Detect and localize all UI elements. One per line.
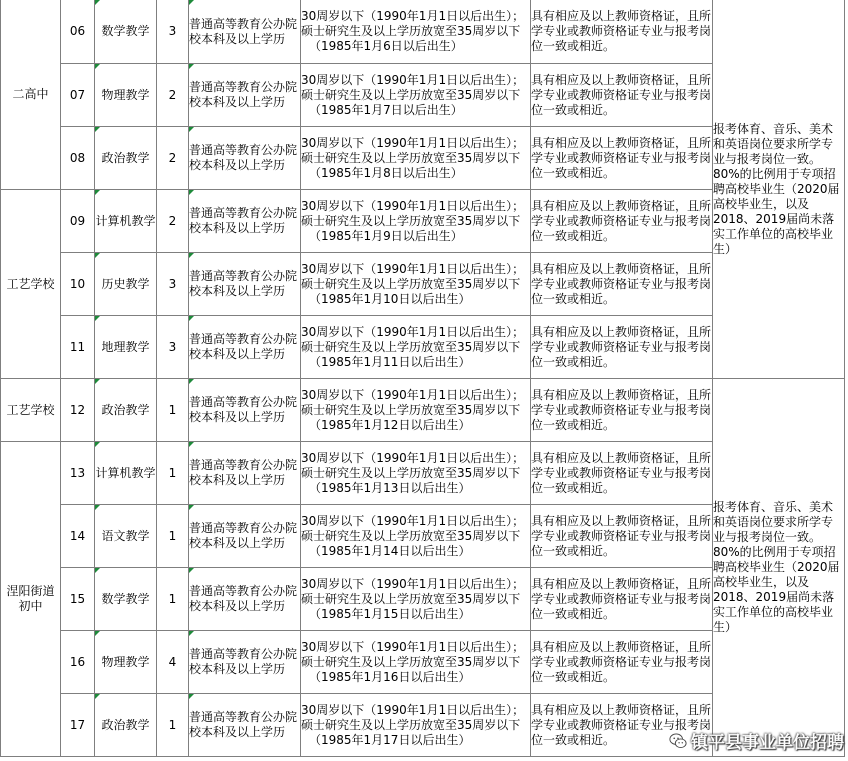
education-requirement: 普通高等教育公办院校本科及以上学历 bbox=[189, 0, 301, 64]
hire-count: 2 bbox=[157, 127, 189, 190]
hire-count: 1 bbox=[157, 568, 189, 631]
unit-cell: 涅阳街道初中 bbox=[1, 442, 61, 757]
post-name: 物理教学 bbox=[95, 631, 157, 694]
post-number: 17 bbox=[61, 694, 95, 757]
post-number: 11 bbox=[61, 316, 95, 379]
education-requirement: 普通高等教育公办院校本科及以上学历 bbox=[189, 253, 301, 316]
education-requirement: 普通高等教育公办院校本科及以上学历 bbox=[189, 127, 301, 190]
education-requirement: 普通高等教育公办院校本科及以上学历 bbox=[189, 631, 301, 694]
post-name: 政治教学 bbox=[95, 694, 157, 757]
age-requirement: 30周岁以下（1990年1月1日以后出生）； 硕士研究生及以上学历放宽至35周岁以下 （1985年1月12日以后出生） bbox=[301, 379, 531, 442]
certificate-requirement: 具有相应及以上教师资格证，且所学专业或教师资格证专业与报考岗位一致或相近。 bbox=[531, 0, 713, 64]
post-name: 物理教学 bbox=[95, 64, 157, 127]
watermark bbox=[669, 728, 844, 753]
hire-count: 4 bbox=[157, 631, 189, 694]
age-requirement: 30周岁以下（1990年1月1日以后出生）； 硕士研究生及以上学历放宽至35周岁以下 （1985年1月7日以后出生） bbox=[301, 64, 531, 127]
education-requirement: 普通高等教育公办院校本科及以上学历 bbox=[189, 316, 301, 379]
unit-cell: 工艺学校 bbox=[1, 190, 61, 379]
age-requirement: 30周岁以下（1990年1月1日以后出生）； 硕士研究生及以上学历放宽至35周岁以下 （1985年1月14日以后出生） bbox=[301, 505, 531, 568]
post-name: 数学教学 bbox=[95, 0, 157, 64]
age-requirement: 30周岁以下（1990年1月1日以后出生）； 硕士研究生及以上学历放宽至35周岁以下 （1985年1月6日以后出生） bbox=[301, 0, 531, 64]
age-requirement: 30周岁以下（1990年1月1日以后出生）； 硕士研究生及以上学历放宽至35周岁以下 （1985年1月17日以后出生） bbox=[301, 694, 531, 757]
post-name: 语文教学 bbox=[95, 505, 157, 568]
table-row bbox=[1, 0, 845, 64]
post-number: 08 bbox=[61, 127, 95, 190]
post-number: 07 bbox=[61, 64, 95, 127]
age-requirement: 30周岁以下（1990年1月1日以后出生）； 硕士研究生及以上学历放宽至35周岁以下 （1985年1月13日以后出生） bbox=[301, 442, 531, 505]
hire-count: 1 bbox=[157, 505, 189, 568]
post-name: 政治教学 bbox=[95, 379, 157, 442]
certificate-requirement: 具有相应及以上教师资格证，且所学专业或教师资格证专业与报考岗位一致或相近。 bbox=[531, 64, 713, 127]
post-name: 计算机教学 bbox=[95, 442, 157, 505]
education-requirement: 普通高等教育公办院校本科及以上学历 bbox=[189, 442, 301, 505]
certificate-requirement: 具有相应及以上教师资格证，且所学专业或教师资格证专业与报考岗位一致或相近。 bbox=[531, 253, 713, 316]
unit-cell: 工艺学校 bbox=[1, 379, 61, 442]
certificate-requirement: 具有相应及以上教师资格证，且所学专业或教师资格证专业与报考岗位一致或相近。 bbox=[531, 694, 713, 757]
post-number: 10 bbox=[61, 253, 95, 316]
remarks-cell: 报考体育、音乐、美术和英语岗位要求所学专业与报考岗位一致。80%的比例用于专项招聘高校毕业生（2020届高校毕业生，以及2018、2019届尚未落实工作单位的高校毕业生） bbox=[713, 379, 845, 757]
education-requirement: 普通高等教育公办院校本科及以上学历 bbox=[189, 379, 301, 442]
certificate-requirement: 具有相应及以上教师资格证，且所学专业或教师资格证专业与报考岗位一致或相近。 bbox=[531, 379, 713, 442]
post-name: 地理教学 bbox=[95, 316, 157, 379]
post-name: 政治教学 bbox=[95, 127, 157, 190]
post-number: 13 bbox=[61, 442, 95, 505]
education-requirement: 普通高等教育公办院校本科及以上学历 bbox=[189, 694, 301, 757]
education-requirement: 普通高等教育公办院校本科及以上学历 bbox=[189, 568, 301, 631]
post-number: 06 bbox=[61, 0, 95, 64]
unit-cell: 二高中 bbox=[1, 0, 61, 190]
age-requirement: 30周岁以下（1990年1月1日以后出生）； 硕士研究生及以上学历放宽至35周岁以下 （1985年1月8日以后出生） bbox=[301, 127, 531, 190]
hire-count: 1 bbox=[157, 694, 189, 757]
post-number: 09 bbox=[61, 190, 95, 253]
post-name: 计算机教学 bbox=[95, 190, 157, 253]
hire-count: 1 bbox=[157, 379, 189, 442]
age-requirement: 30周岁以下（1990年1月1日以后出生）； 硕士研究生及以上学历放宽至35周岁以下 （1985年1月10日以后出生） bbox=[301, 253, 531, 316]
certificate-requirement: 具有相应及以上教师资格证，且所学专业或教师资格证专业与报考岗位一致或相近。 bbox=[531, 316, 713, 379]
certificate-requirement: 具有相应及以上教师资格证，且所学专业或教师资格证专业与报考岗位一致或相近。 bbox=[531, 631, 713, 694]
remarks-cell: 报考体育、音乐、美术和英语岗位要求所学专业与报考岗位一致。80%的比例用于专项招聘高校毕业生（2020届高校毕业生，以及2018、2019届尚未落实工作单位的高校毕业生） bbox=[713, 0, 845, 379]
hire-count: 2 bbox=[157, 190, 189, 253]
education-requirement: 普通高等教育公办院校本科及以上学历 bbox=[189, 190, 301, 253]
age-requirement: 30周岁以下（1990年1月1日以后出生）； 硕士研究生及以上学历放宽至35周岁以下 （1985年1月9日以后出生） bbox=[301, 190, 531, 253]
education-requirement: 普通高等教育公办院校本科及以上学历 bbox=[189, 64, 301, 127]
table-row bbox=[1, 379, 845, 442]
post-name: 数学教学 bbox=[95, 568, 157, 631]
age-requirement: 30周岁以下（1990年1月1日以后出生）； 硕士研究生及以上学历放宽至35周岁以下 （1985年1月15日以后出生） bbox=[301, 568, 531, 631]
post-name: 历史教学 bbox=[95, 253, 157, 316]
hire-count: 3 bbox=[157, 316, 189, 379]
age-requirement: 30周岁以下（1990年1月1日以后出生）； 硕士研究生及以上学历放宽至35周岁以下 （1985年1月11日以后出生） bbox=[301, 316, 531, 379]
post-number: 14 bbox=[61, 505, 95, 568]
post-number: 12 bbox=[61, 379, 95, 442]
education-requirement: 普通高等教育公办院校本科及以上学历 bbox=[189, 505, 301, 568]
certificate-requirement: 具有相应及以上教师资格证，且所学专业或教师资格证专业与报考岗位一致或相近。 bbox=[531, 127, 713, 190]
certificate-requirement: 具有相应及以上教师资格证，且所学专业或教师资格证专业与报考岗位一致或相近。 bbox=[531, 190, 713, 253]
hire-count: 3 bbox=[157, 0, 189, 64]
watermark-text: 镇平县事业单位招聘 bbox=[691, 733, 844, 753]
hire-count: 2 bbox=[157, 64, 189, 127]
age-requirement: 30周岁以下（1990年1月1日以后出生）； 硕士研究生及以上学历放宽至35周岁以下 （1985年1月16日以后出生） bbox=[301, 631, 531, 694]
post-number: 15 bbox=[61, 568, 95, 631]
certificate-requirement: 具有相应及以上教师资格证，且所学专业或教师资格证专业与报考岗位一致或相近。 bbox=[531, 442, 713, 505]
certificate-requirement: 具有相应及以上教师资格证，且所学专业或教师资格证专业与报考岗位一致或相近。 bbox=[531, 568, 713, 631]
hire-count: 1 bbox=[157, 442, 189, 505]
hire-count: 3 bbox=[157, 253, 189, 316]
post-number: 16 bbox=[61, 631, 95, 694]
wechat-icon bbox=[669, 732, 687, 750]
certificate-requirement: 具有相应及以上教师资格证，且所学专业或教师资格证专业与报考岗位一致或相近。 bbox=[531, 505, 713, 568]
